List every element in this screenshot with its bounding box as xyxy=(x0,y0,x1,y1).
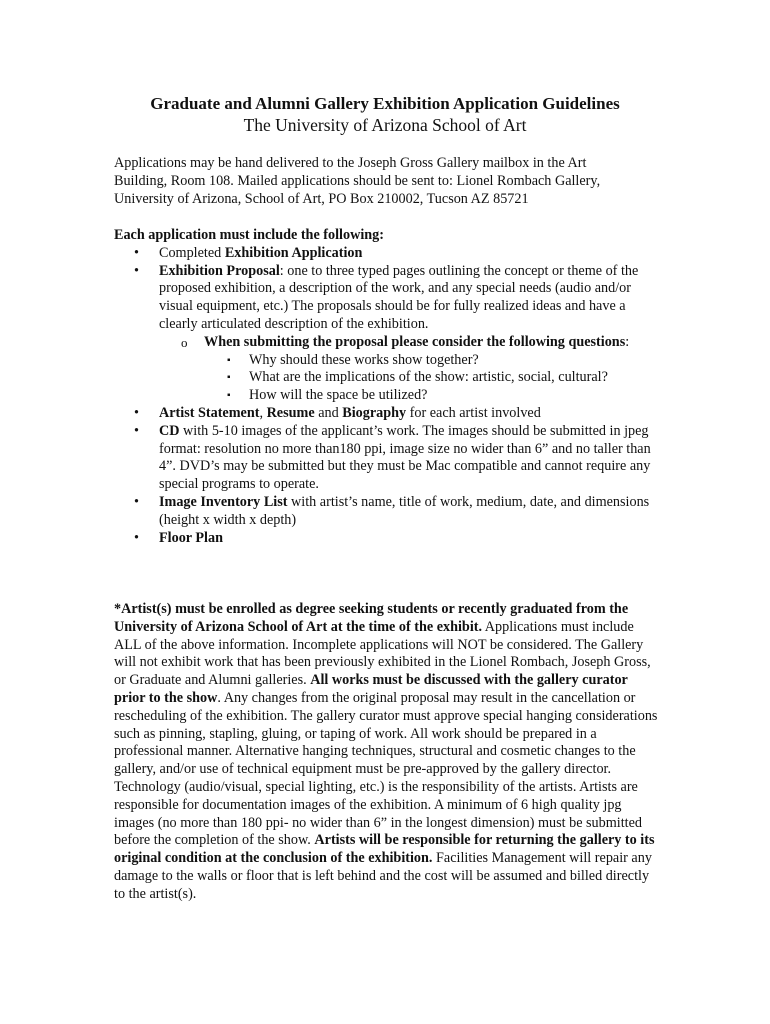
list-item: • Image Inventory List with artist’s name, title of work, medium, date, and dimensions (height x width x depth) xyxy=(134,493,650,528)
bullet-icon: • xyxy=(134,422,139,439)
list-item: ▪ Why should these works show together? xyxy=(227,351,479,368)
circle-bullet-icon: o xyxy=(181,334,188,350)
intro-paragraph xyxy=(114,155,662,208)
bullet-icon: • xyxy=(134,493,139,510)
title-block xyxy=(0,94,770,136)
bullet-icon: • xyxy=(134,529,139,546)
intro-line: University of Arizona, School of Art, PO Box 210002, Tucson AZ 85721 xyxy=(114,190,529,207)
requirements-section xyxy=(114,227,662,547)
proposal-sublist xyxy=(114,334,662,352)
requirements-heading: Each application must include the following: xyxy=(114,227,384,243)
bullet-icon: • xyxy=(134,262,139,279)
document-title: Graduate and Alumni Gallery Exhibition Application Guidelines xyxy=(150,94,620,113)
intro-line: Building, Room 108. Mailed applications should be sent to: Lionel Rombach Gallery, xyxy=(114,172,601,189)
list-item: ▪ How will the space be utilized? xyxy=(227,387,428,404)
bullet-icon: • xyxy=(134,244,139,261)
list-item: o When submitting the proposal please consider the following questions: xyxy=(181,333,630,350)
square-bullet-icon: ▪ xyxy=(227,390,231,402)
document-subtitle: The University of Arizona School of Art xyxy=(243,115,527,135)
eligibility-paragraph: *Artist(s) must be enrolled as degree seeking students or recently graduated from the University of Arizona School of Art at the time of the exhibit. Applications must include ALL of the above information. Incomplete applications will NOT be considered. The Gallery will not exhibit work that has been previously exhibited in the Lionel Rombach, Joseph Gross, or Graduate and Alumni galleries. All works must be discussed with the gallery curator prior to the show. Any changes from the original proposal may result in the cancellation or rescheduling of the exhibition. The gallery curator must approve special hanging considerations such as pinning, stapling, gluing, or taping of work. All work should be prepared in a professional manner. Alternative hanging techniques, structural and cosmetic changes to the gallery, and/or use of technical equipment must be pre-approved by the gallery director. Technology (audio/visual, special lighting, etc.) is the responsibility of the artists. Artists are responsible for documentation images of the exhibition. A minimum of 6 high quality jpg images (no more than 180 ppi- no wider than 6” in the longest dimension) must be submitted before the completion of the show. Artists will be responsible for returning the gallery to its original condition at the conclusion of the exhibition. Facilities Management will repair any damage to the walls or floor that is left behind and the cost will be assumed and billed directly to the artist(s). xyxy=(114,601,658,902)
bullet-icon: • xyxy=(134,404,139,421)
square-bullet-icon: ▪ xyxy=(227,372,231,384)
requirements-list-continued xyxy=(114,405,662,547)
list-item: • Completed Exhibition Application xyxy=(134,244,363,261)
square-bullet-icon: ▪ xyxy=(227,354,231,366)
intro-line: Applications may be hand delivered to the Joseph Gross Gallery mailbox in the Art xyxy=(114,155,587,171)
list-item: ▪ What are the implications of the show: artistic, social, cultural? xyxy=(227,369,608,386)
questions-list xyxy=(114,352,662,405)
list-item: • Floor Plan xyxy=(134,529,223,546)
list-item: • Artist Statement, Resume and Biography for each artist involved xyxy=(134,404,541,421)
requirements-list xyxy=(114,245,662,334)
list-item: • Exhibition Proposal: one to three typed pages outlining the concept or theme of the proposed exhibition, a description of the work, and any special needs (audio and/or visual equipment, etc.) The proposals should be for fully realized ideas and have a clearly articulated description of the exhibition. xyxy=(134,262,639,332)
list-item: • CD with 5-10 images of the applicant’s work. The images should be submitted in jpeg format: resolution no more than180 ppi, image size no wider than 6” and no taller than 4”. DVD’s may be submitted but they must be Mac compatible and cannot require any special programs to operate. xyxy=(134,422,651,493)
